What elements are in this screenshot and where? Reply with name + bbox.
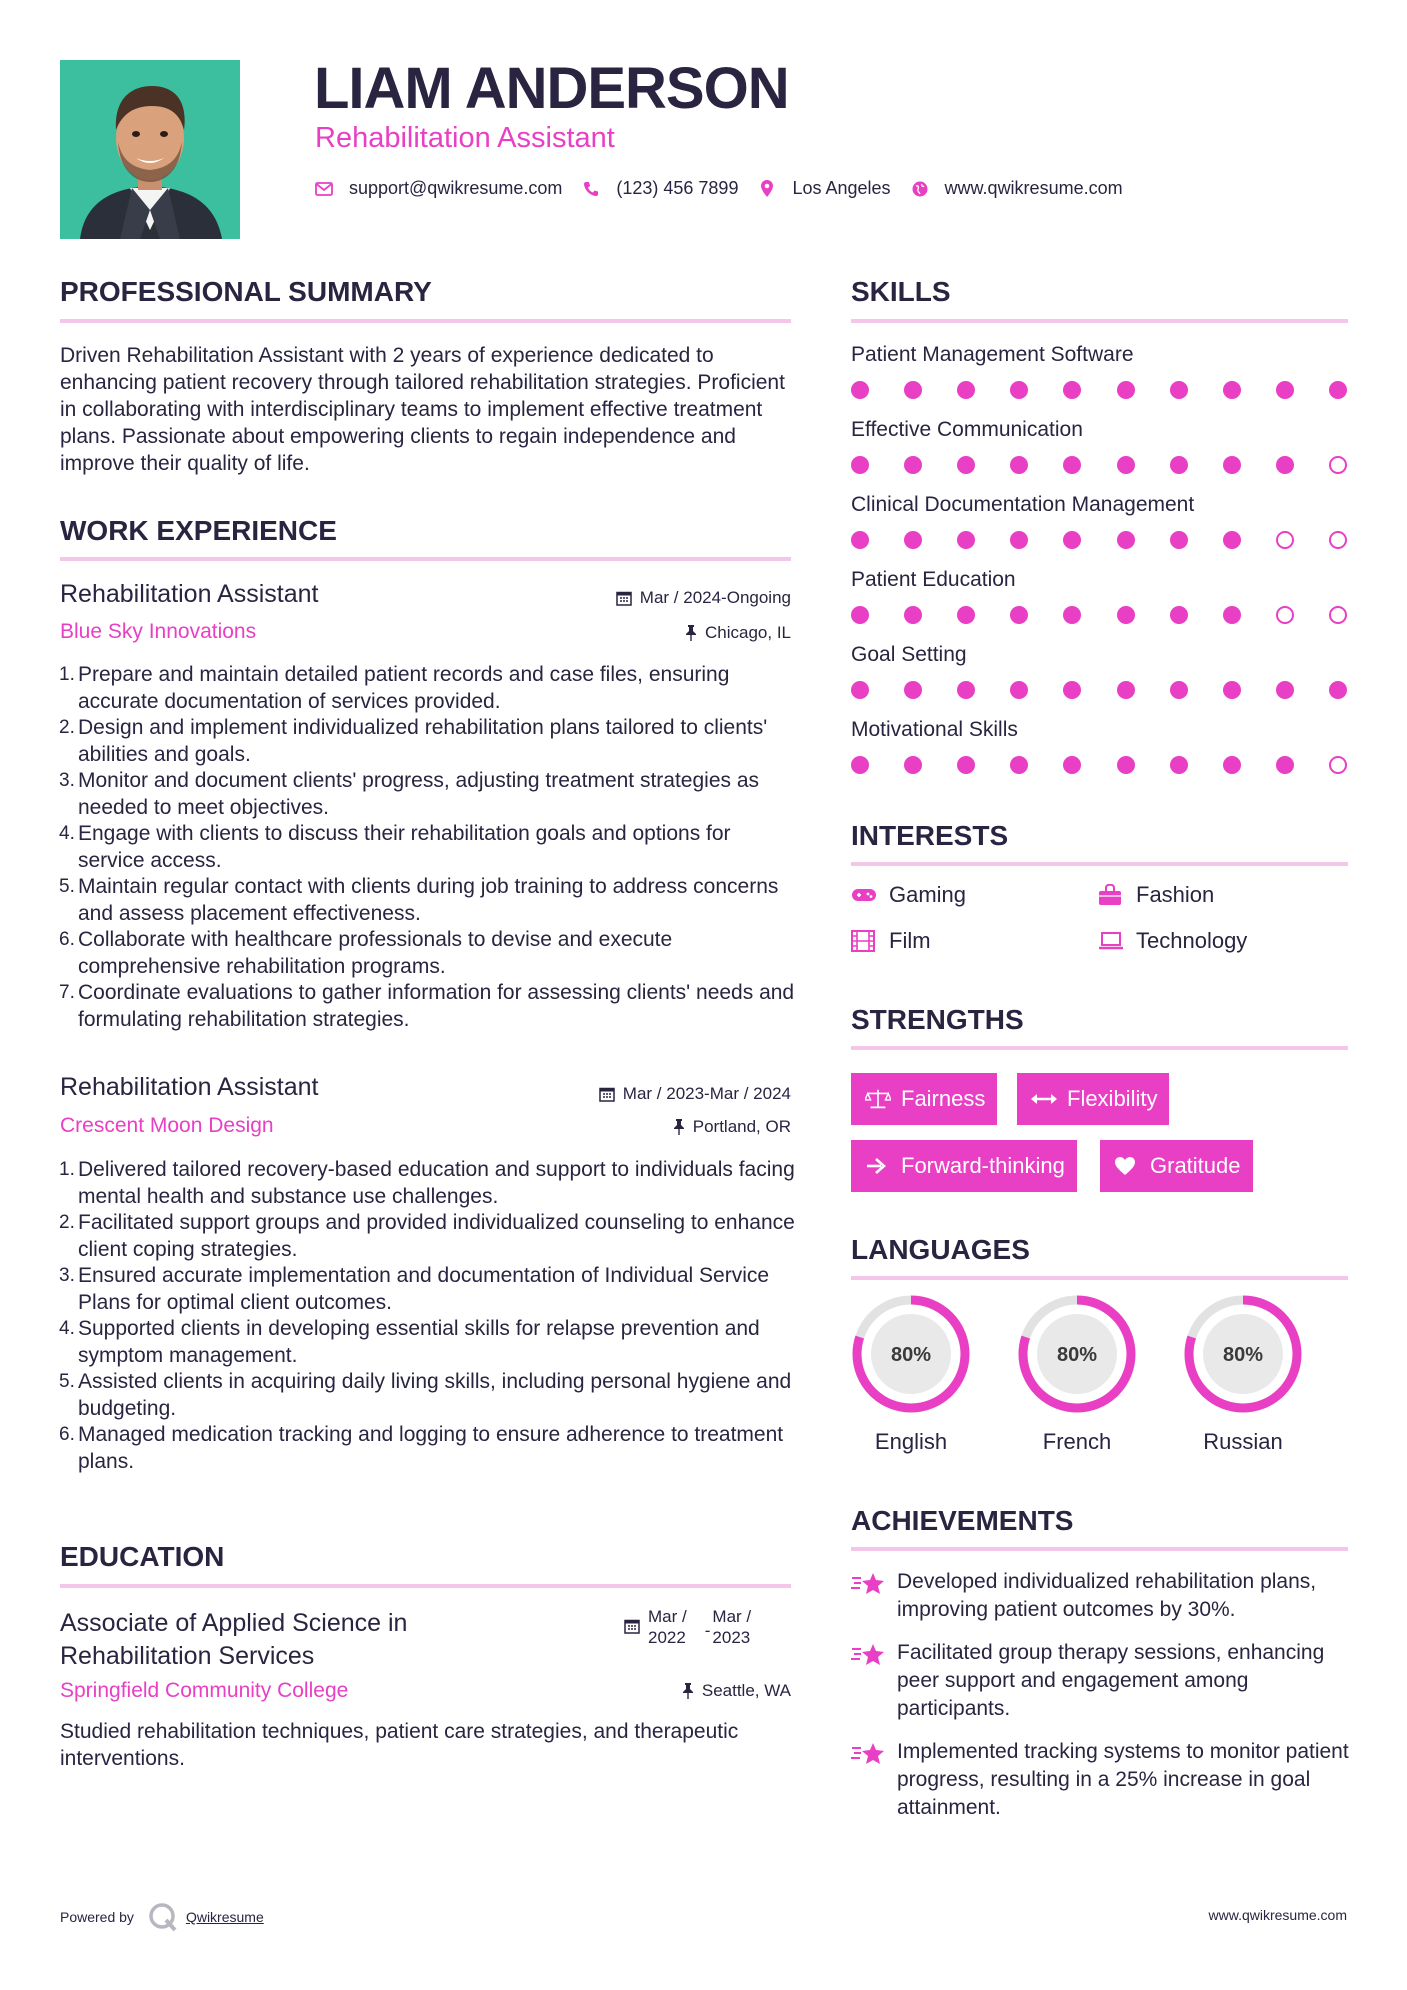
phone-icon xyxy=(582,180,600,198)
interest-label: Gaming xyxy=(889,882,967,907)
rating-dot-filled xyxy=(904,681,922,699)
list-item: Collaborate with healthcare professionals to devise and execute comprehensive rehabilitation programs. xyxy=(78,928,673,978)
strengths-heading: STRENGTHS xyxy=(851,1004,1024,1035)
rating-dot-filled xyxy=(1010,531,1028,549)
start-year: 2022 xyxy=(648,1628,686,1647)
language-name: French xyxy=(1042,1429,1112,1454)
skill-rating xyxy=(851,681,1347,699)
language-ring xyxy=(1015,1292,1139,1416)
start-month: Mar / xyxy=(648,1607,687,1626)
skill-rating xyxy=(851,531,1347,549)
job-2-company: Crescent Moon Design xyxy=(60,1114,274,1137)
rating-dot-filled xyxy=(1223,531,1241,549)
contact-location-text: Los Angeles xyxy=(792,178,891,198)
map-pin-icon xyxy=(758,180,776,198)
candidate-name: LIAM ANDERSON xyxy=(314,56,789,121)
skill-rating xyxy=(851,606,1347,624)
portrait-illustration xyxy=(60,60,240,239)
job-1-company: Blue Sky Innovations xyxy=(60,620,257,643)
strength-label: Gratitude xyxy=(1150,1153,1241,1178)
strengths-divider xyxy=(851,1046,1348,1050)
rating-dot-filled xyxy=(1010,681,1028,699)
rating-dot-filled xyxy=(1170,381,1188,399)
job-1-location xyxy=(491,623,791,643)
list-item: Facilitated support groups and provided individualized counseling to enhance client coping strategies. xyxy=(78,1211,795,1261)
rating-dot-filled xyxy=(957,381,975,399)
skill-rating xyxy=(851,456,1347,474)
rating-dot-filled xyxy=(904,756,922,774)
laptop-icon xyxy=(1098,930,1124,952)
list-item: Coordinate evaluations to gather information for assessing clients' needs and formulating rehabilitation strategies. xyxy=(78,981,795,1031)
achievement-text: Facilitated group therapy sessions, enhancing peer support and engagement among participants. xyxy=(897,1641,1325,1720)
rating-dot-filled xyxy=(957,756,975,774)
degree-line-1: Associate of Applied Science in xyxy=(60,1609,408,1637)
strength-fairness xyxy=(851,1073,997,1125)
rating-dot-filled xyxy=(851,381,869,399)
summary-heading: PROFESSIONAL SUMMARY xyxy=(60,276,432,307)
interests-heading: INTERESTS xyxy=(851,820,1009,851)
strength-gratitude xyxy=(1100,1140,1253,1192)
rating-dot-filled xyxy=(904,531,922,549)
gamepad-icon xyxy=(851,884,877,906)
rating-dot-filled xyxy=(1117,531,1135,549)
interest-fashion xyxy=(1098,882,1214,908)
rating-dot-filled xyxy=(1223,381,1241,399)
rating-dot-filled xyxy=(1276,381,1294,399)
rating-dot-filled xyxy=(1063,456,1081,474)
skill-name: Goal Setting xyxy=(851,643,967,666)
achievement-item xyxy=(851,1568,1351,1624)
contact-phone[interactable] xyxy=(582,178,738,199)
qwikresume-link[interactable]: Qwikresume xyxy=(185,1909,264,1925)
skill-name: Motivational Skills xyxy=(851,718,1018,741)
calendar-icon xyxy=(624,1618,640,1634)
powered-by-text: Powered by xyxy=(60,1909,134,1925)
rating-dot-filled xyxy=(1223,756,1241,774)
list-item: Design and implement individualized rehabilitation plans tailored to clients' abilities and goals. xyxy=(78,716,768,766)
language-russian xyxy=(1181,1292,1305,1421)
list-item: Engage with clients to discuss their rehabilitation goals and options for service access. xyxy=(78,822,731,872)
rating-dot-filled xyxy=(904,381,922,399)
globe-icon xyxy=(911,180,929,198)
rating-dot-filled xyxy=(851,456,869,474)
education-heading: EDUCATION xyxy=(60,1541,225,1572)
rating-dot-filled xyxy=(957,531,975,549)
list-item: Managed medication tracking and logging to ensure adherence to treatment plans. xyxy=(78,1423,784,1473)
language-ring xyxy=(1181,1292,1305,1416)
rating-dot-filled xyxy=(1223,456,1241,474)
rating-dot-filled xyxy=(1010,381,1028,399)
profile-photo xyxy=(60,60,240,239)
contact-website[interactable] xyxy=(911,178,1123,199)
job-1-date xyxy=(491,588,791,608)
rating-dot-empty xyxy=(1276,531,1294,549)
contact-email[interactable] xyxy=(315,178,562,199)
rating-dot-filled xyxy=(904,456,922,474)
language-name: English xyxy=(874,1429,948,1454)
experience-heading: WORK EXPERIENCE xyxy=(60,515,337,546)
job-2-location-text: Portland, OR xyxy=(692,1117,791,1136)
contact-email-text: support@qwikresume.com xyxy=(349,178,563,198)
envelope-icon xyxy=(315,180,333,198)
strength-label: Flexibility xyxy=(1067,1086,1158,1111)
strength-label: Forward-thinking xyxy=(901,1153,1065,1178)
end-year: 2023 xyxy=(712,1628,751,1647)
skill-rating xyxy=(851,756,1347,774)
shooting-star-icon xyxy=(851,1639,887,1723)
job-2-date-text: Mar / 2023-Mar / 2024 xyxy=(622,1084,791,1103)
rating-dot-filled xyxy=(1010,606,1028,624)
achievement-text: Developed individualized rehabilitation plans, improving patient outcomes by 30%. xyxy=(897,1570,1317,1621)
job-2-location xyxy=(491,1117,791,1137)
rating-dot-filled xyxy=(1170,531,1188,549)
list-item: Prepare and maintain detailed patient records and case files, ensuring accurate documentation of services provided. xyxy=(78,663,730,713)
rating-dot-filled xyxy=(1063,606,1081,624)
qwikresume-logo-icon xyxy=(148,1902,178,1932)
job-1-date-text: Mar / 2024-Ongoing xyxy=(639,588,791,607)
shooting-star-icon xyxy=(851,1738,887,1822)
rating-dot-filled xyxy=(1276,681,1294,699)
language-percent: 80% xyxy=(890,1344,932,1366)
job-1-bullets xyxy=(60,662,795,1033)
strength-forward-thinking xyxy=(851,1140,1077,1192)
degree-line-2: Rehabilitation Services xyxy=(60,1642,315,1670)
rating-dot-filled xyxy=(957,456,975,474)
rating-dot-filled xyxy=(851,756,869,774)
rating-dot-filled xyxy=(1276,456,1294,474)
languages-divider xyxy=(851,1276,1348,1280)
achievement-item xyxy=(851,1639,1351,1723)
job-1-location-text: Chicago, IL xyxy=(705,623,791,642)
rating-dot-empty xyxy=(1329,531,1347,549)
rating-dot-filled xyxy=(1010,456,1028,474)
achievements-divider xyxy=(851,1547,1348,1551)
rating-dot-filled xyxy=(957,681,975,699)
rating-dot-filled xyxy=(1329,681,1347,699)
summary-divider xyxy=(60,319,791,323)
language-name: Russian xyxy=(1203,1429,1283,1454)
list-item: Assisted clients in acquiring daily living skills, including personal hygiene and budgeting. xyxy=(78,1370,792,1420)
rating-dot-filled xyxy=(1117,606,1135,624)
rating-dot-empty xyxy=(1329,456,1347,474)
rating-dot-filled xyxy=(1170,606,1188,624)
rating-dot-filled xyxy=(1117,681,1135,699)
interest-label: Technology xyxy=(1136,928,1248,953)
job-2-title: Rehabilitation Assistant xyxy=(60,1073,319,1101)
calendar-icon xyxy=(616,590,632,606)
end-month: Mar / xyxy=(712,1607,752,1626)
rating-dot-empty xyxy=(1329,756,1347,774)
rating-dot-filled xyxy=(904,606,922,624)
candidate-title: Rehabilitation Assistant xyxy=(315,122,615,154)
skill-name: Patient Management Software xyxy=(851,343,1134,366)
experience-divider xyxy=(60,557,791,561)
rating-dot-filled xyxy=(1170,456,1188,474)
skill-name: Effective Communication xyxy=(851,418,1083,441)
skills-heading: SKILLS xyxy=(851,276,951,307)
date-dash: - xyxy=(704,1621,711,1640)
pushpin-icon xyxy=(682,1683,694,1699)
languages-heading: LANGUAGES xyxy=(851,1234,1030,1265)
pushpin-icon xyxy=(673,1119,685,1135)
interest-label: Film xyxy=(889,928,931,953)
language-french xyxy=(1015,1292,1139,1421)
education-divider xyxy=(60,1584,791,1588)
shopping-bag-icon xyxy=(1098,884,1124,906)
skills-divider xyxy=(851,319,1348,323)
education-dates xyxy=(624,1606,751,1648)
rating-dot-filled xyxy=(851,531,869,549)
interest-technology xyxy=(1098,928,1247,954)
contact-phone-text: (123) 456 7899 xyxy=(616,178,739,198)
film-icon xyxy=(851,930,877,952)
footer-website[interactable]: www.qwikresume.com xyxy=(1208,1907,1347,1923)
heart-icon xyxy=(1114,1155,1140,1177)
rating-dot-filled xyxy=(1010,756,1028,774)
interest-film xyxy=(851,928,931,954)
balance-scale-icon xyxy=(865,1088,891,1110)
interest-label: Fashion xyxy=(1136,882,1215,907)
contact-bar xyxy=(315,178,1143,199)
skill-name: Patient Education xyxy=(851,568,1016,591)
rating-dot-filled xyxy=(1117,381,1135,399)
list-item: Monitor and document clients' progress, adjusting treatment strategies as needed to meet objectives. xyxy=(78,769,760,819)
skill-rating xyxy=(851,381,1347,399)
rating-dot-filled xyxy=(1117,756,1135,774)
rating-dot-filled xyxy=(1063,381,1081,399)
job-1-title: Rehabilitation Assistant xyxy=(60,580,319,608)
rating-dot-filled xyxy=(1063,681,1081,699)
rating-dot-filled xyxy=(1117,456,1135,474)
rating-dot-filled xyxy=(957,606,975,624)
rating-dot-filled xyxy=(1329,381,1347,399)
interest-gaming xyxy=(851,882,966,908)
language-english xyxy=(849,1292,973,1421)
job-2-date xyxy=(491,1084,791,1104)
interests-divider xyxy=(851,862,1348,866)
education-end xyxy=(712,1606,751,1648)
arrow-right-icon xyxy=(865,1155,891,1177)
footer-powered-by xyxy=(60,1902,264,1932)
shooting-star-icon xyxy=(851,1568,887,1624)
education-degree xyxy=(60,1607,407,1673)
contact-website-text: www.qwikresume.com xyxy=(944,178,1123,198)
education-location-text: Seattle, WA xyxy=(701,1681,791,1700)
education-location xyxy=(491,1681,791,1701)
rating-dot-empty xyxy=(1329,606,1347,624)
list-item: Supported clients in developing essential skills for relapse prevention and symptom management. xyxy=(78,1317,760,1367)
rating-dot-filled xyxy=(1170,681,1188,699)
language-percent: 80% xyxy=(1056,1344,1098,1366)
education-school: Springfield Community College xyxy=(60,1679,349,1702)
arrows-horizontal-icon xyxy=(1031,1088,1057,1110)
rating-dot-filled xyxy=(1223,681,1241,699)
calendar-icon xyxy=(599,1086,615,1102)
language-ring xyxy=(849,1292,973,1416)
pushpin-icon xyxy=(685,625,697,641)
list-item: Ensured accurate implementation and documentation of Individual Service Plans for optimal client outcomes. xyxy=(78,1264,770,1314)
skill-name: Clinical Documentation Management xyxy=(851,493,1195,516)
rating-dot-filled xyxy=(1063,531,1081,549)
rating-dot-filled xyxy=(1276,756,1294,774)
list-item: Delivered tailored recovery-based education and support to individuals facing mental health and substance use challenges. xyxy=(78,1158,795,1208)
rating-dot-filled xyxy=(1223,606,1241,624)
strength-label: Fairness xyxy=(901,1086,986,1111)
rating-dot-filled xyxy=(1063,756,1081,774)
strength-flexibility xyxy=(1017,1073,1169,1125)
education-description: Studied rehabilitation techniques, patient care strategies, and therapeutic interventions. xyxy=(60,1720,739,1770)
achievements-heading: ACHIEVEMENTS xyxy=(851,1505,1074,1536)
rating-dot-filled xyxy=(1170,756,1188,774)
rating-dot-filled xyxy=(851,681,869,699)
summary-text: Driven Rehabilitation Assistant with 2 years of experience dedicated to enhancing patient recovery through tailored rehabilitation strategies. Proficient in collaborating with interdisciplinary teams to implement effective treatment plans. Passionate about empowering clients to regain independence and improve their quality of life. xyxy=(60,344,785,475)
language-percent: 80% xyxy=(1222,1344,1264,1366)
rating-dot-empty xyxy=(1276,606,1294,624)
list-item: Maintain regular contact with clients during job training to address concerns and assess placement effectiveness. xyxy=(78,875,779,925)
achievement-item xyxy=(851,1738,1351,1822)
job-2-bullets xyxy=(60,1157,795,1475)
contact-location xyxy=(758,178,890,199)
rating-dot-filled xyxy=(851,606,869,624)
education-start xyxy=(648,1606,687,1648)
achievement-text: Implemented tracking systems to monitor patient progress, resulting in a 25% increase in goal attainment. xyxy=(897,1740,1349,1819)
